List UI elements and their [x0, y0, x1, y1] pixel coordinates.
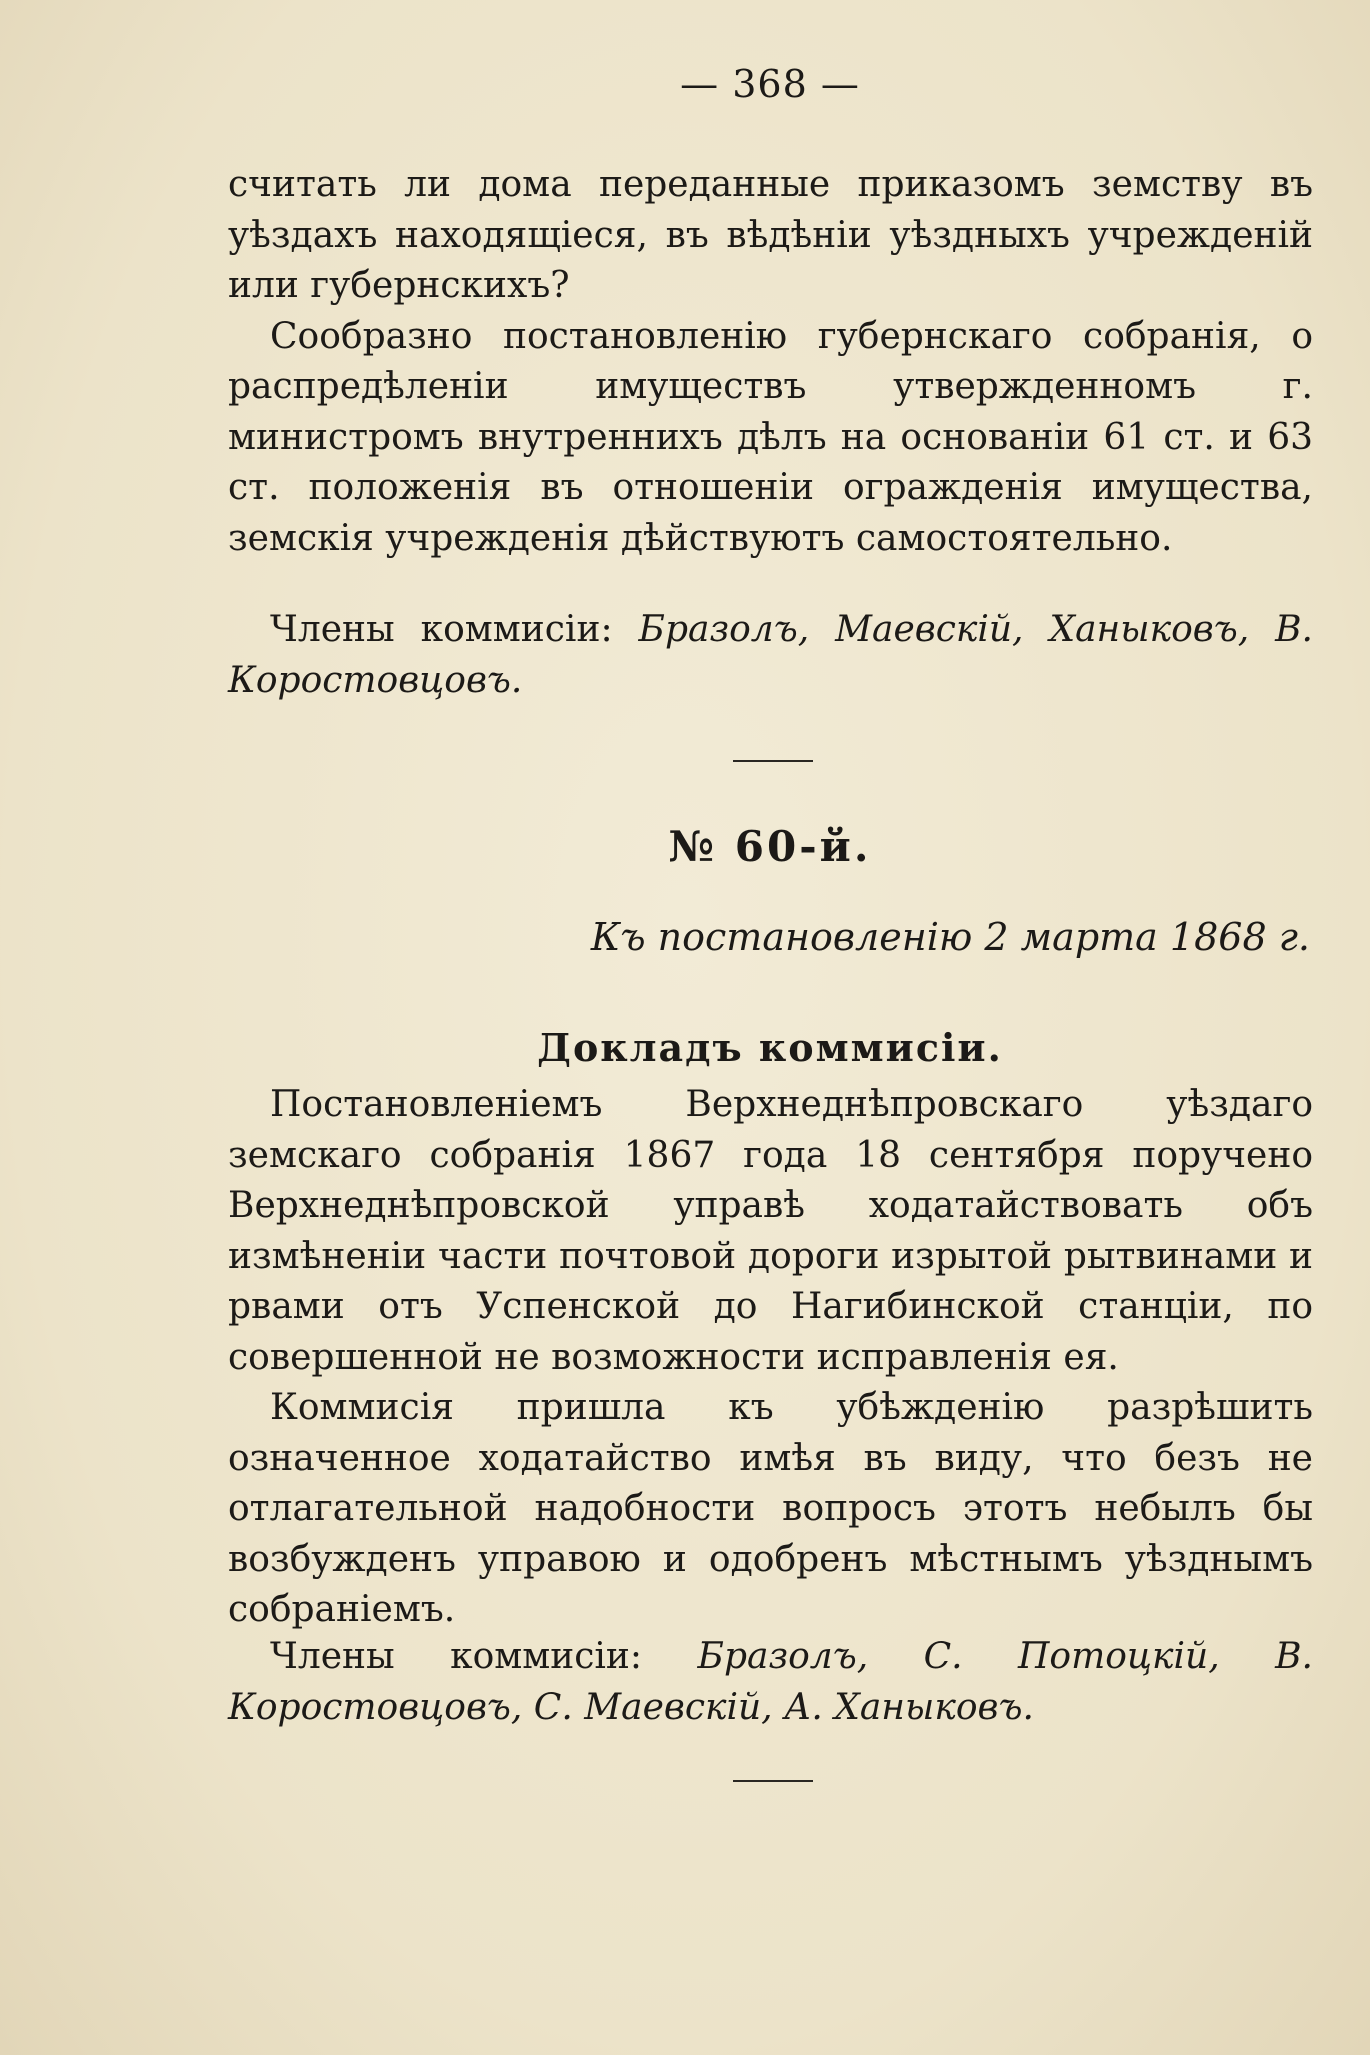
paragraph-conclusion: Коммисія пришла къ убѣжденію разрѣшить означенное ходатайство имѣя въ виду, что безъ не отлагательной надобности вопросъ этотъ небылъ бы возбужденъ управою и одобренъ мѣстнымъ уѣзднымъ собраніемъ. [228, 1387, 1313, 1630]
paragraph-resolution: Постановленіемъ Верхнеднѣпровскаго уѣздаго земскаго собранія 1867 года 18 сентября поручено Верхнеднѣпровской управѣ ходатайствовать объ измѣненіи части почтовой дороги изрытой рытвинами и рвами отъ Успенской до Нагибинской станціи, по совершенной не возможности исправленія ея. [228, 1084, 1313, 1378]
signature-line [228, 1632, 1313, 1733]
paragraph-decision: Сообразно постановленію губернскаго собранія, о распредѣленіи имуществъ утвержденномъ г. министромъ внутреннихъ дѣлъ на основаніи 61 ст. и 63 ст. положенія въ отношеніи огражденія имущества, земскія учрежденія дѣйствуютъ самостоятельно. [228, 315, 1313, 559]
separator-rule [733, 760, 813, 762]
signature-names: Бразолъ, С. Потоцкій, В. Коростовцовъ, С. Маевскій, А. Ханыковъ. [228, 1636, 1313, 1728]
section-heading: Докладъ коммисіи. [537, 1025, 1003, 1070]
commission-signatures-2 [228, 1632, 1313, 1733]
signature-prefix: Члены коммисіи: [270, 609, 613, 650]
top-text-block [228, 160, 1313, 564]
section-number: № 60-й. [668, 822, 872, 871]
page-number: — 368 — [680, 62, 860, 106]
separator-rule [733, 1780, 813, 1782]
report-text-block [228, 1080, 1313, 1636]
signature-line [228, 605, 1313, 706]
signature-prefix: Члены коммисіи: [270, 1636, 643, 1677]
commission-signatures-1 [228, 605, 1313, 706]
resolution-reference: Къ постановленію 2 марта 1868 г. [590, 915, 1310, 959]
paragraph-continued: считать ли дома переданные приказомъ земству въ уѣздахъ находящіеся, въ вѣдѣніи уѣздныхъ учрежденій или губернскихъ? [228, 164, 1313, 306]
signature-names: Бразолъ, Маевскій, Ханыковъ, В. Коростовцовъ. [228, 609, 1313, 701]
